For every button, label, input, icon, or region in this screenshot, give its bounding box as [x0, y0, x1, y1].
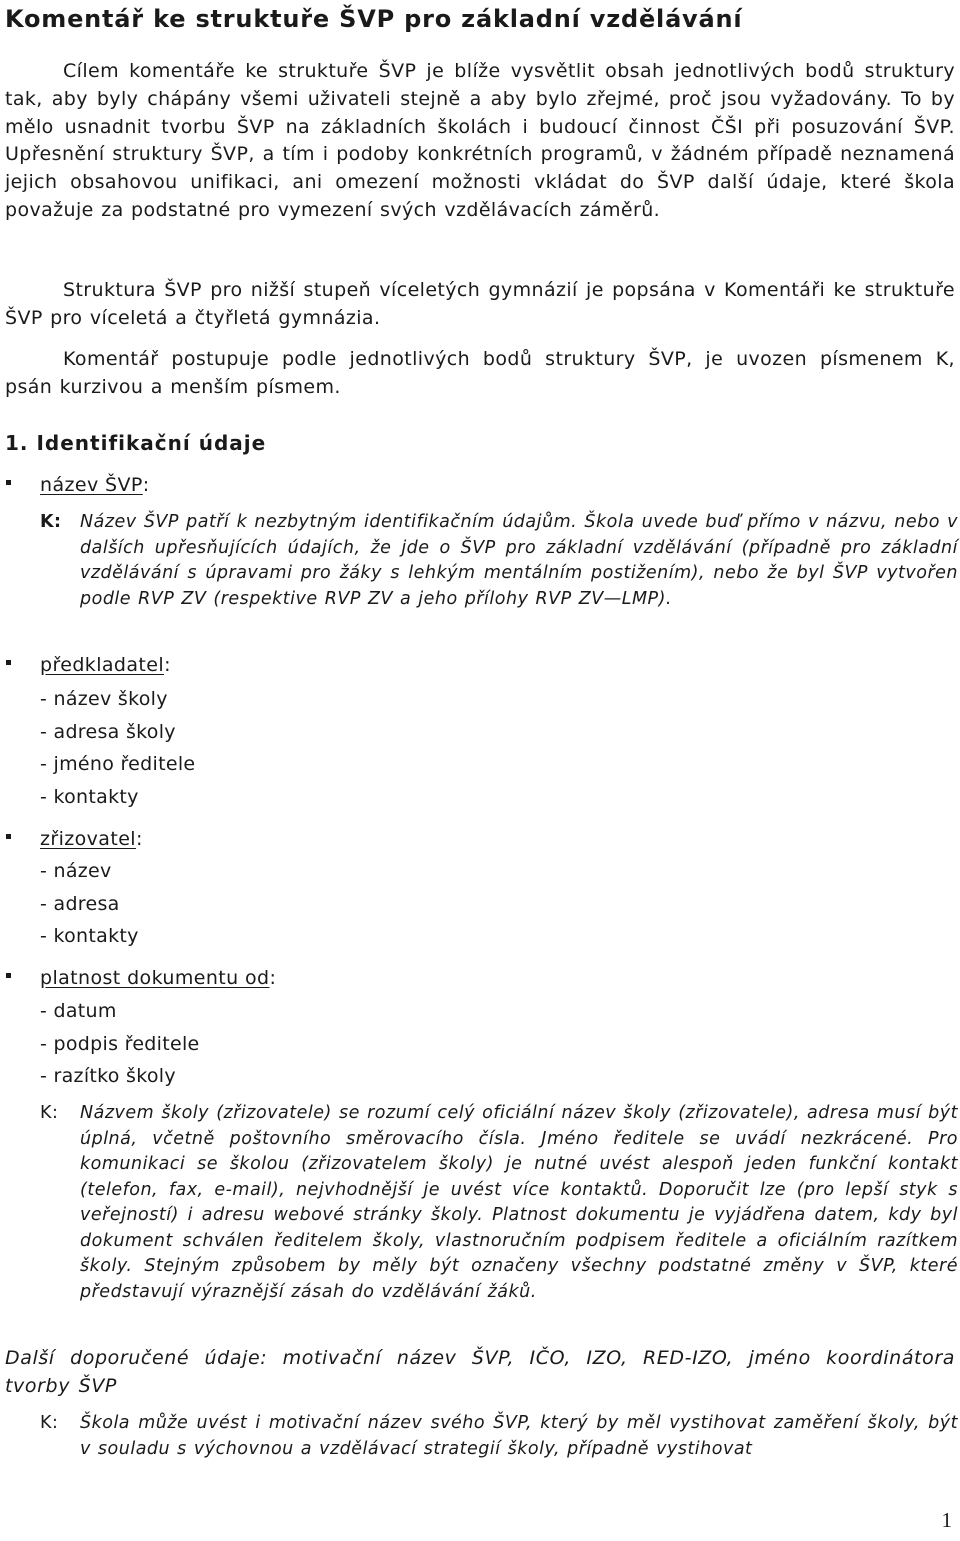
list-item: - adresa školy — [40, 720, 176, 743]
list-item: - jméno ředitele — [40, 753, 196, 775]
square-bullet-icon — [6, 660, 11, 665]
comment-marker: K: — [40, 1103, 59, 1123]
comment-3 — [40, 1411, 958, 1462]
predkladatel-list — [40, 683, 195, 813]
comment-1 — [40, 510, 958, 612]
comment-2 — [40, 1101, 958, 1305]
list-item: - razítko školy — [40, 1065, 176, 1087]
bullet-label-suffix: : — [164, 654, 171, 676]
comment-marker: K: — [40, 512, 62, 532]
recommended-data-line: Další doporučené údaje: motivační název ŠVP, IČO, IZO, RED-IZO, jméno koordinátora tvorby ŠVP — [5, 1347, 955, 1397]
list-item: - kontakty — [40, 785, 139, 808]
section-heading: 1. Identifikační údaje — [5, 431, 267, 455]
list-item: - podpis ředitele — [40, 1032, 200, 1055]
list-item: - kontakty — [40, 925, 139, 947]
intro-paragraph-2: Struktura ŠVP pro nižší stupeň víceletých gymnázií je popsána v Komentáři ke struktuře ŠVP pro víceletá a čtyřletá gymnázia. — [5, 279, 955, 329]
square-bullet-icon — [6, 480, 11, 485]
intro-paragraph-1: Cílem komentáře ke struktuře ŠVP je blíže vysvětlit obsah jednotlivých bodů struktury tak, aby byly chápány všemi uživateli stejně a aby bylo zřejmé, proč jsou vyžadovány. To by mělo usnadnit tvorbu ŠVP na základních školách i budoucí činnost ČŠI při posuzování ŠVP. Upřesnění struktury ŠVP, a tím i podoby konkrétních programů, v žádném případě neznamená jejich obsahovou unifikaci, ani omezení možnosti vkládat do ŠVP další údaje, které škola považuje za podstatné pro vymezení svých vzdělávacích záměrů. — [5, 60, 955, 221]
intro-paragraph-3: Komentář postupuje podle jednotlivých bodů struktury ŠVP, je uvozen písmenem K, psán kurzivou a menším písmem. — [5, 348, 955, 398]
zrizovatel-list — [40, 855, 139, 953]
bullet-label: předkladatel — [40, 654, 165, 676]
list-item: - datum — [40, 1000, 117, 1022]
comment-marker: K: — [40, 1413, 59, 1433]
platnost-list — [40, 995, 200, 1093]
bullet-label: platnost dokumentu od — [40, 967, 270, 989]
bullet-label-suffix: : — [269, 967, 277, 989]
list-item: - adresa — [40, 892, 120, 915]
list-item: - název školy — [40, 688, 168, 710]
bullet-label: název ŠVP — [40, 474, 143, 496]
comment-text: Název ŠVP patří k nezbytným identifikačním údajům. Škola uvede buď přímo v názvu, nebo v dalších upřesňujících údajích, že jde o ŠVP pro základní vzdělávání (případně pro základní vzdělávání s úpravami pro žáky s lehkým mentálním postižením), nebo že byl ŠVP vytvořen podle RVP ZV (respektive RVP ZV a jeho přílohy RVP ZV—LMP). — [80, 512, 958, 609]
bullet-label-suffix: : — [142, 474, 150, 496]
comment-text: Škola může uvést i motivační název svého ŠVP, který by měl vystihovat zaměření školy, být v souladu s výchovnou a vzdělávací strategií školy, případně vystihovat — [80, 1413, 958, 1459]
bullet-label: zřizovatel — [40, 828, 136, 850]
comment-text: Názvem školy (zřizovatele) se rozumí celý oficiální název školy (zřizovatele), adresa musí být úplná, včetně poštovního směrovacího čísla. Jméno ředitele se uvádí nezkrácené. Pro komunikaci se školou (zřizovatelem školy) je nutné uvést alespoň jeden funkční kontakt (telefon, fax, e-mail), nejvhodnější je uvést více kontaktů. Doporučit lze (pro lepší styk s veřejností) i adresu webové stránky školy. Platnost dokumentu je vyjádřena datem, kdy byl dokument schválen ředitelem školy, vlastnoručním podpisem ředitele a oficiálním razítkem školy. Stejným způsobem by měly být označeny všechny podstatné změny v ŠVP, které představují výraznější zásah do vzdělávání žáků. — [80, 1103, 958, 1302]
bullet-label-suffix: : — [135, 828, 143, 850]
document-title: Komentář ke struktuře ŠVP pro základní vzdělávání — [5, 5, 743, 33]
page-number: 1 — [941, 1508, 952, 1532]
square-bullet-icon — [6, 973, 11, 978]
square-bullet-icon — [6, 834, 11, 839]
list-item: - název — [40, 860, 112, 882]
